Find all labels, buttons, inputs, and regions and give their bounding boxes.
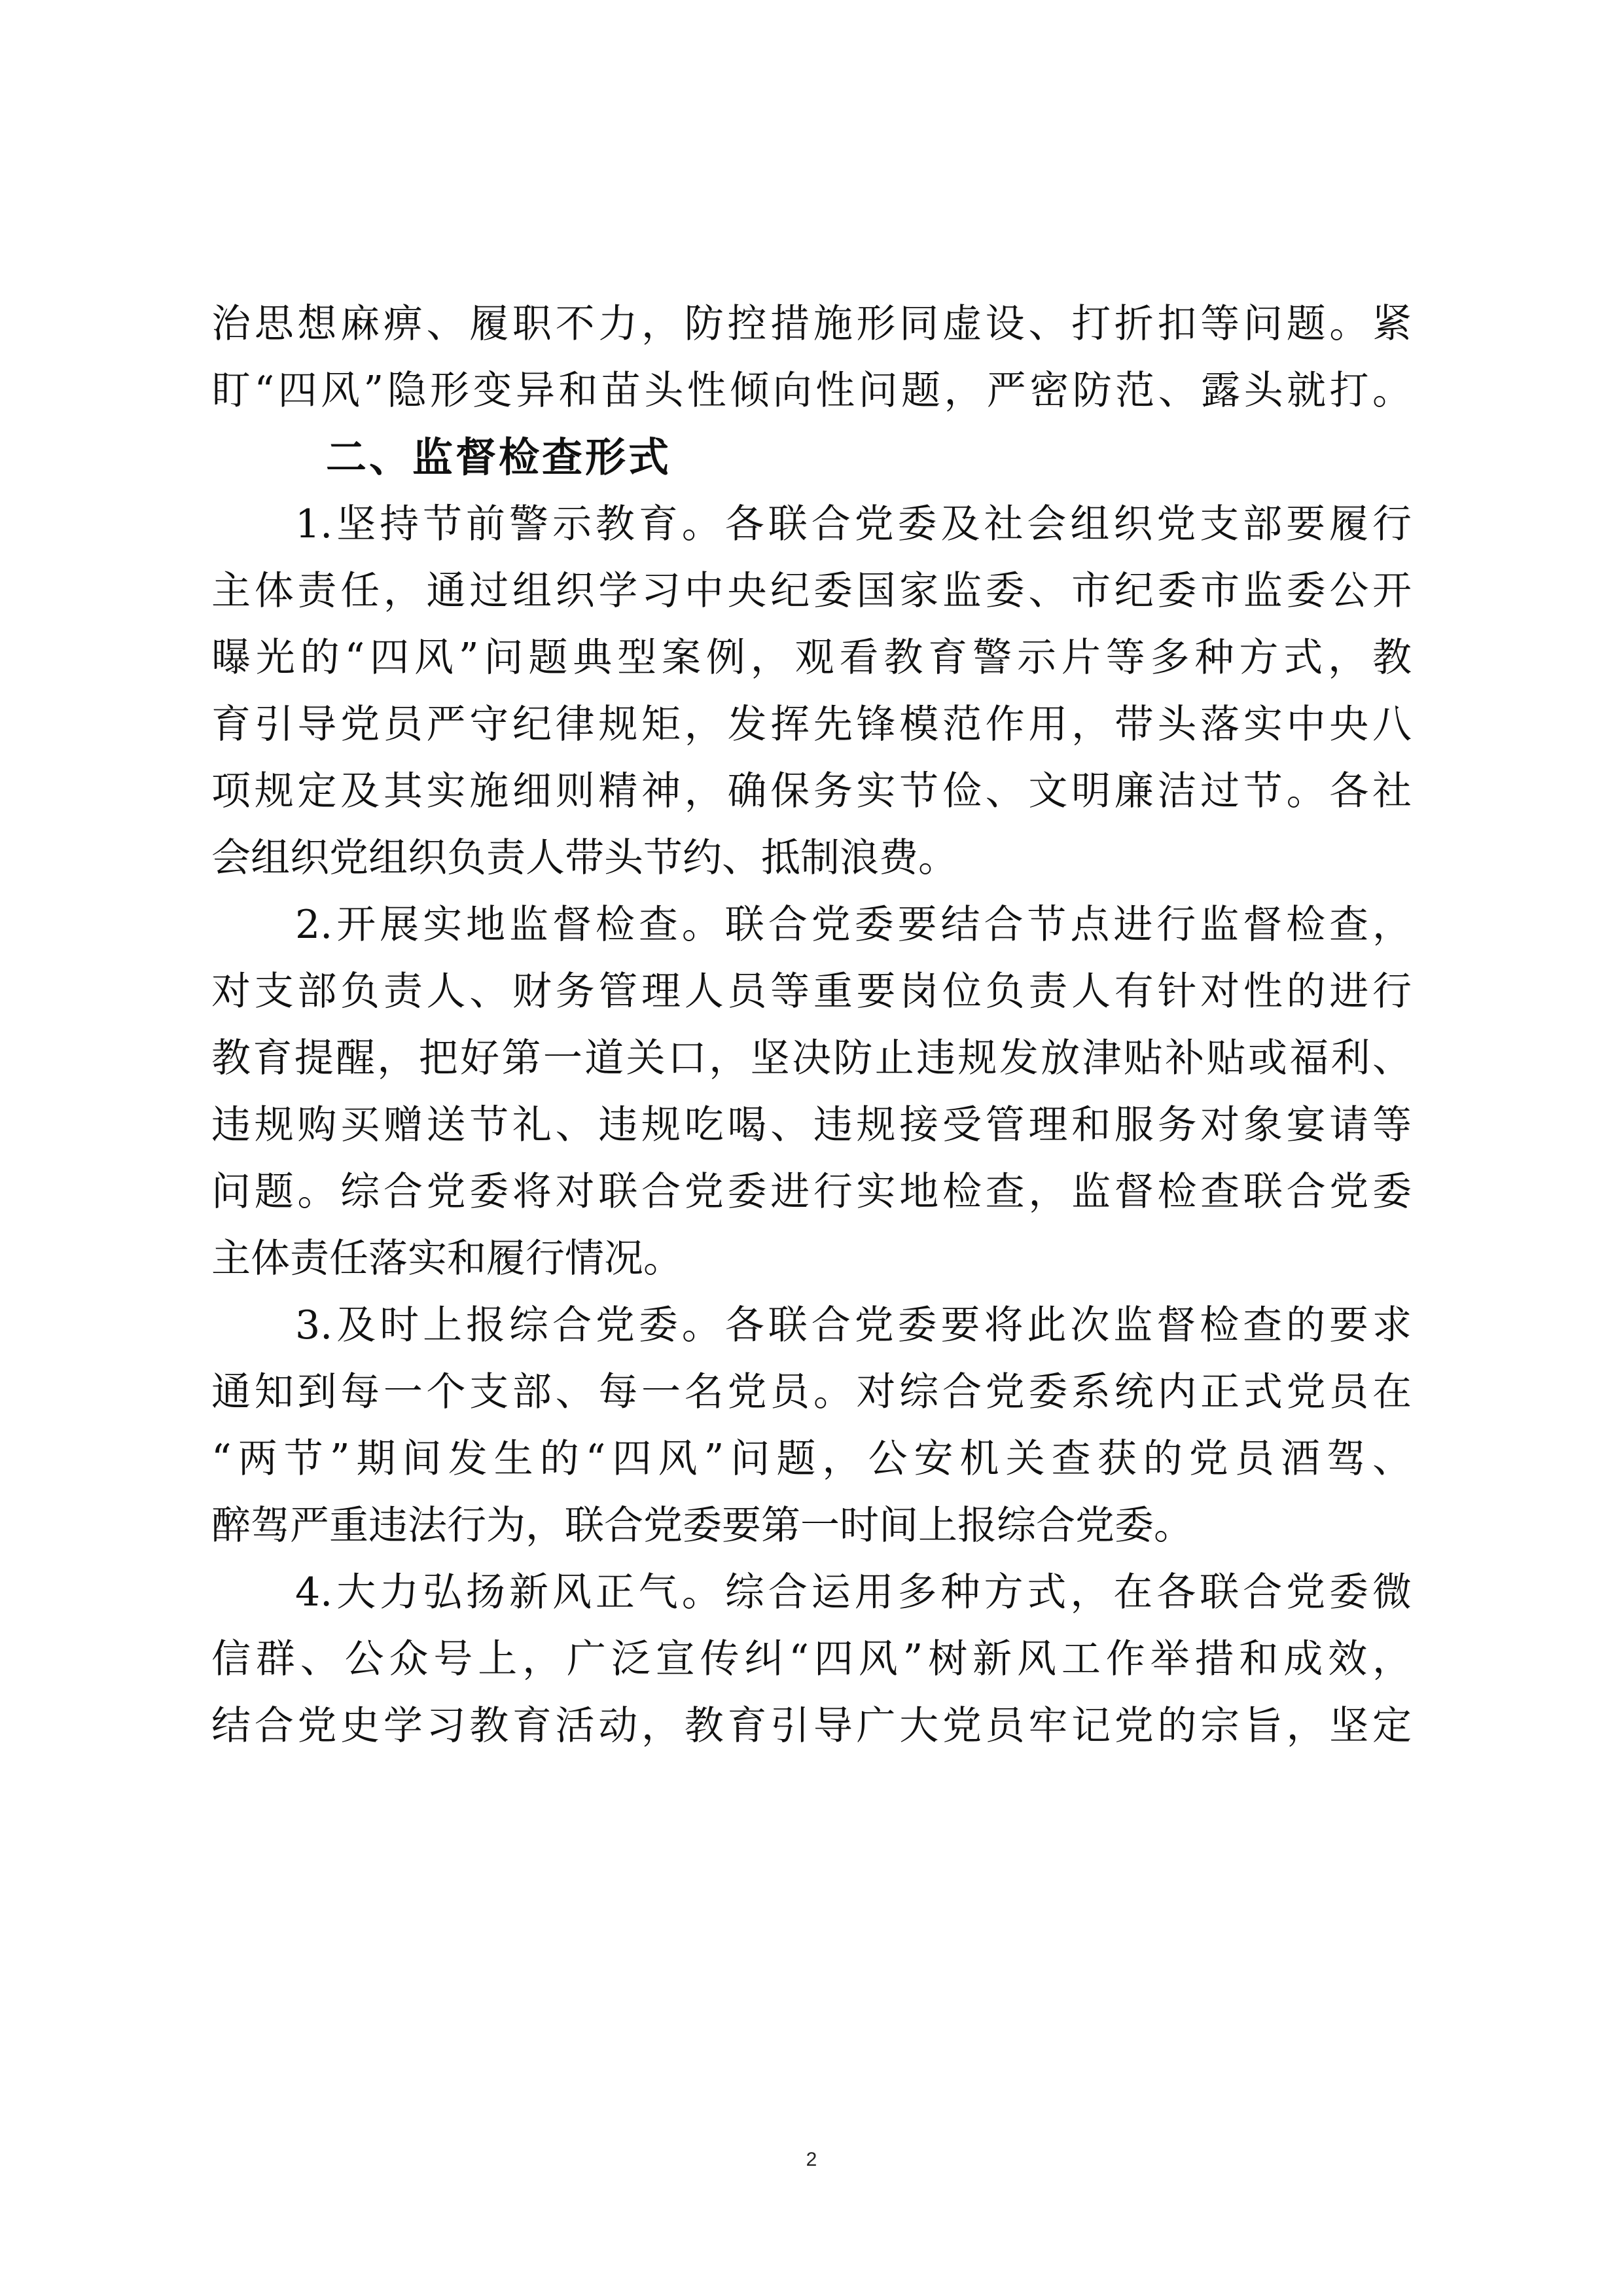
paragraph-line: 曝光的“四风”问题典型案例，观看教育警示片等多种方式，教 [211, 635, 1412, 681]
paragraph-line: 会组织党组织负责人带头节约、抵制浪费。 [211, 835, 957, 881]
paragraph-line: 问题。综合党委将对联合党委进行实地检查，监督检查联合党委 [211, 1169, 1412, 1215]
paragraph-line: 教育提醒，把好第一道关口，坚决防止违规发放津贴补贴或福利、 [211, 1035, 1412, 1081]
paragraph-line: 1.坚持节前警示教育。各联合党委及社会组织党支部要履行 [295, 501, 1412, 547]
paragraph-line: 2.开展实地监督检查。联合党委要结合节点进行监督检查， [295, 902, 1412, 948]
paragraph-line: 对支部负责人、财务管理人员等重要岗位负责人有针对性的进行 [211, 969, 1412, 1014]
paragraph-line: 结合党史学习教育活动，教育引导广大党员牢记党的宗旨，坚定 [211, 1703, 1412, 1749]
paragraph-line: 4.大力弘扬新风正气。综合运用多种方式，在各联合党委微 [295, 1570, 1412, 1615]
page-number: 2 [806, 2149, 817, 2170]
text-line: 治思想麻痹、履职不力，防控措施形同虚设、打折扣等问题。紧 [211, 301, 1412, 347]
paragraph-line: 信群、公众号上，广泛宣传纠“四风”树新风工作举措和成效， [211, 1636, 1412, 1682]
text-line: 盯“四风”隐形变异和苗头性倾向性问题，严密防范、露头就打。 [211, 368, 1412, 414]
paragraph-line: 项规定及其实施细则精神，确保务实节俭、文明廉洁过节。各社 [211, 768, 1412, 814]
paragraph-line: 违规购买赠送节礼、违规吃喝、违规接受管理和服务对象宴请等 [211, 1102, 1412, 1148]
section-heading: 二、监督检查形式 [326, 433, 672, 481]
paragraph-line: 通知到每一个支部、每一名党员。对综合党委系统内正式党员在 [211, 1369, 1412, 1415]
paragraph-line: “两节”期间发生的“四风”问题，公安机关查获的党员酒驾、 [211, 1436, 1412, 1482]
paragraph-line: 主体责任落实和履行情况。 [211, 1236, 683, 1282]
paragraph-line: 育引导党员严守纪律规矩，发挥先锋模范作用，带头落实中央八 [211, 702, 1412, 747]
paragraph-line: 醉驾严重违法行为，联合党委要第一时间上报综合党委。 [211, 1503, 1193, 1549]
paragraph-line: 3.及时上报综合党委。各联合党委要将此次监督检查的要求 [295, 1302, 1412, 1348]
paragraph-line: 主体责任，通过组织学习中央纪委国家监委、市纪委市监委公开 [211, 568, 1412, 614]
